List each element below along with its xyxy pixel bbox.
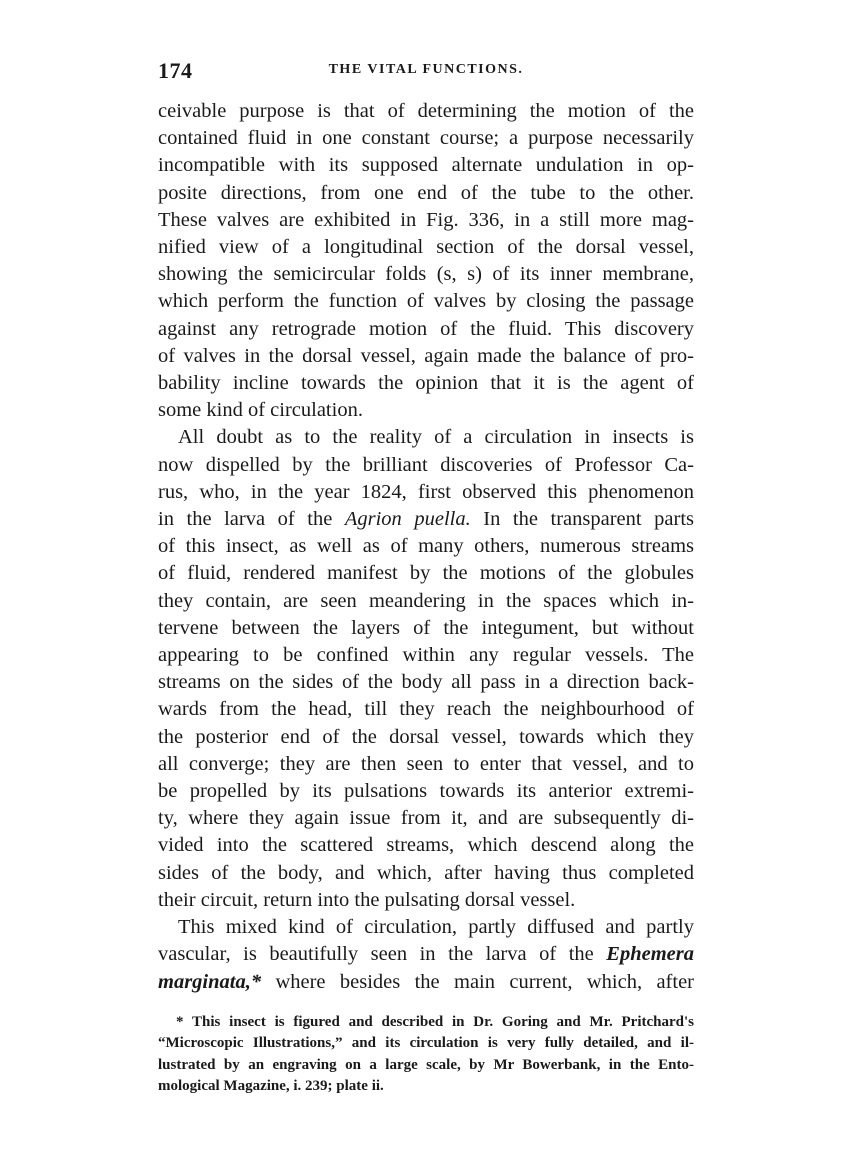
- text-line: posite directions, from one end of the tube to the other.: [158, 181, 694, 204]
- text-line: of fluid, rendered manifest by the motions of the globules: [158, 562, 694, 585]
- text-line: the posterior end of the dorsal vessel, towards which they: [158, 725, 694, 748]
- text-line: against any retrograde motion of the fluid. This discovery: [158, 317, 694, 340]
- footnote-line: mological Magazine, i. 239; plate ii.: [158, 1078, 384, 1095]
- paragraph-2: [158, 424, 694, 914]
- book-page: [158, 58, 694, 1098]
- text-run: in the larva of the: [158, 508, 345, 531]
- page-number: 174: [158, 58, 193, 83]
- species-name: Agrion puella.: [344, 508, 471, 531]
- text-line: ceivable purpose is that of determining the motion of the: [158, 100, 694, 122]
- text-line: all converge; they are then seen to enter that vessel, and to: [158, 752, 694, 775]
- text-line: some kind of circulation.: [158, 399, 363, 422]
- text-line: of valves in the dorsal vessel, again made the balance of pro-: [158, 344, 694, 367]
- running-header: [158, 58, 694, 88]
- running-title: THE VITAL FUNCTIONS.: [328, 62, 524, 77]
- text-line: These valves are exhibited in Fig. 336, in a still more mag-: [158, 208, 694, 231]
- text-line: contained fluid in one constant course; a purpose necessarily: [158, 127, 694, 150]
- text-line: tervene between the layers of the integument, but without: [158, 616, 694, 639]
- text-line: which perform the function of valves by closing the passage: [158, 290, 694, 313]
- paragraph-3: [158, 914, 694, 996]
- text-line: bability incline towards the opinion that it is the agent of: [158, 372, 694, 395]
- text-line: rus, who, in the year 1824, first observed this phenomenon: [158, 480, 694, 503]
- text-line: wards from the head, till they reach the neighbourhood of: [158, 698, 694, 721]
- text-line: incompatible with its supposed alternate undulation in op-: [158, 154, 694, 177]
- text-line: nified view of a longitudinal section of the dorsal vessel,: [158, 236, 694, 259]
- text-line: their circuit, return into the pulsating dorsal vessel.: [158, 888, 576, 911]
- footnote-line: * This insect is figured and described in Dr. Goring and Mr. Pritchard's: [176, 1013, 694, 1030]
- text-line: vided into the scattered streams, which descend along the: [158, 834, 694, 857]
- text-line: showing the semicircular folds (s, s) of its inner membrane,: [158, 263, 694, 286]
- text-line-with-species: [158, 941, 694, 968]
- text-line: appearing to be confined within any regular vessels. The: [158, 644, 694, 667]
- text-run: where besides the main current, which, after: [261, 970, 694, 993]
- species-name-with-footnote-mark: marginata,*: [158, 970, 262, 993]
- species-name: Ephemera: [606, 943, 694, 966]
- text-line: be propelled by its pulsations towards its anterior extremi-: [158, 780, 694, 803]
- text-line: ty, where they again issue from it, and are subsequently di-: [158, 807, 694, 830]
- paragraph-1: [158, 98, 694, 424]
- text-line-with-species: [158, 969, 694, 996]
- footnote: [158, 1012, 694, 1098]
- text-line: of this insect, as well as of many others, numerous streams: [158, 535, 694, 558]
- footnote-line: lustrated by an engraving on a large scale, by Mr Bowerbank, in the Ento-: [158, 1056, 694, 1073]
- text-line: streams on the sides of the body all pass in a direction back-: [158, 671, 694, 694]
- text-line: All doubt as to the reality of a circulation in insects is: [178, 426, 694, 449]
- text-line: now dispelled by the brilliant discoveries of Professor Ca-: [158, 453, 694, 476]
- text-line-with-species: [158, 506, 694, 533]
- text-run: vascular, is beautifully seen in the larva of the: [158, 943, 607, 966]
- text-run: In the transparent parts: [470, 508, 694, 531]
- text-line: This mixed kind of circulation, partly diffused and partly: [178, 916, 694, 939]
- text-line: they contain, are seen meandering in the spaces which in-: [158, 589, 694, 612]
- text-line: sides of the body, and which, after having thus completed: [158, 861, 694, 884]
- body-text: [158, 98, 694, 996]
- footnote-line: “Microscopic Illustrations,” and its circulation is very fully detailed, and il-: [158, 1035, 694, 1052]
